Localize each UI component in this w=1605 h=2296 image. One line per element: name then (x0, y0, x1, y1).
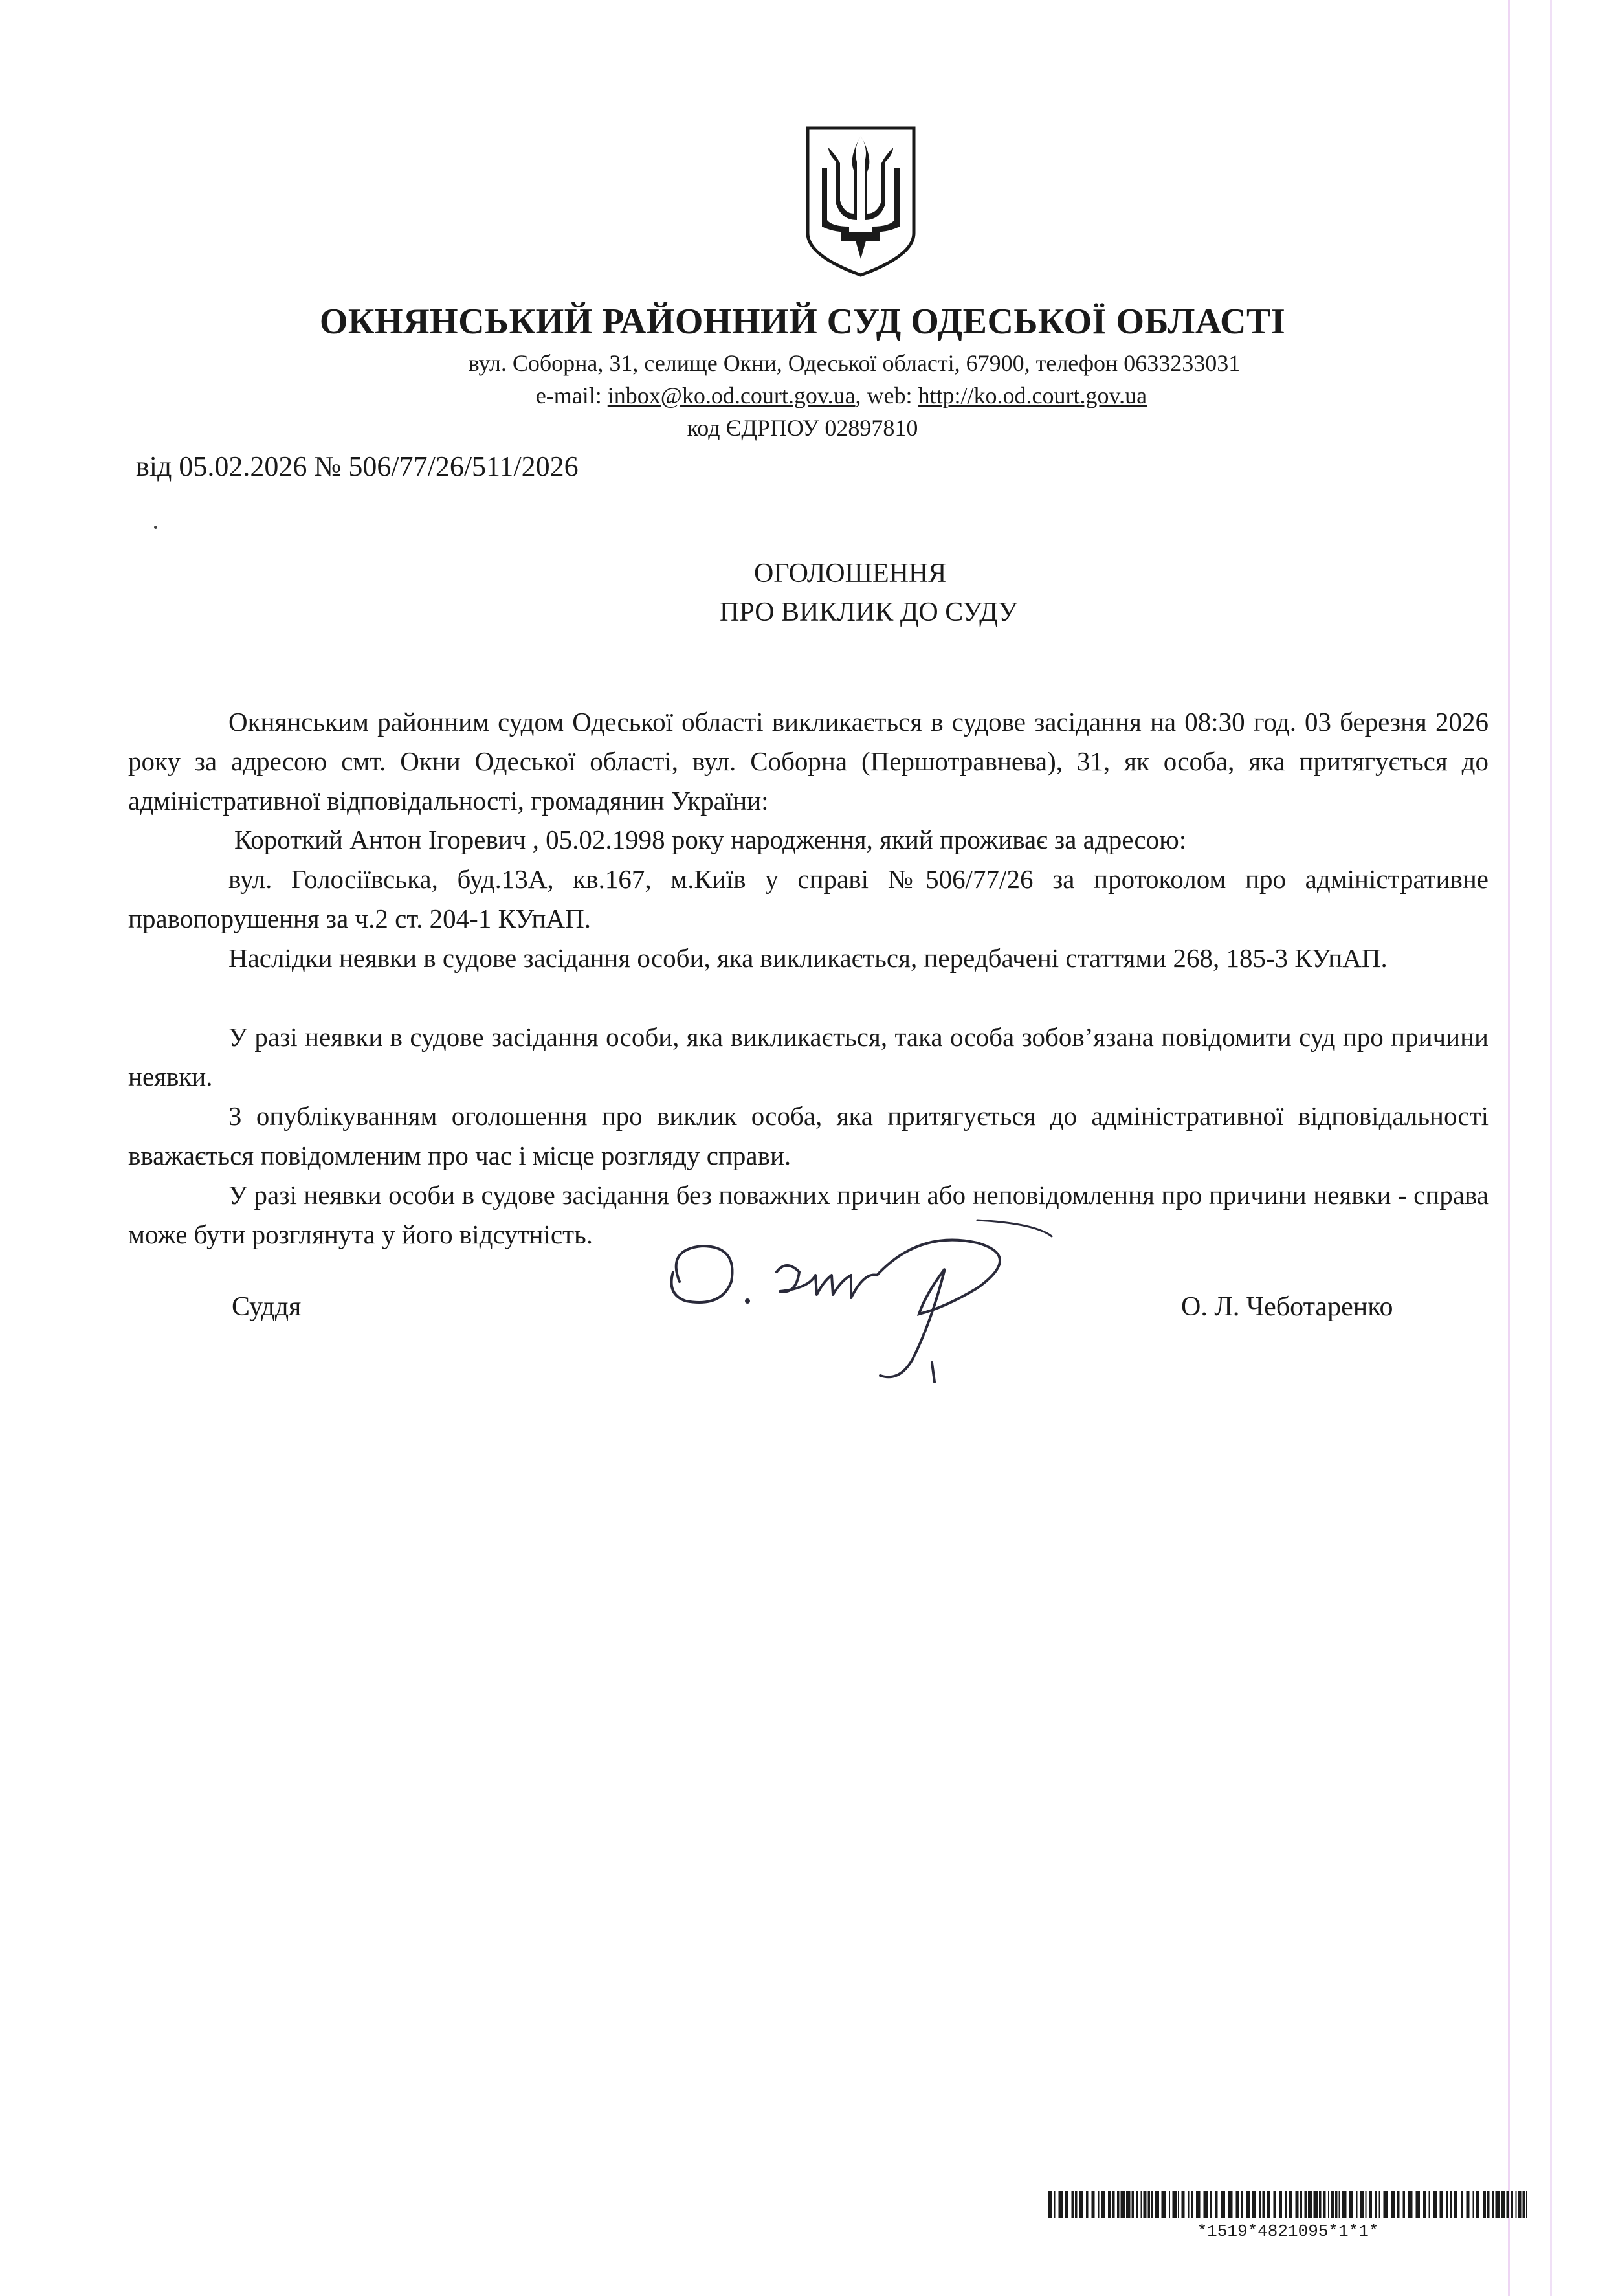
summons-paragraph: Окнянським районним судом Одеської області викликається в судове засідання на 08:30 год. 03 березня 2026 року за адресою смт. Окни Одеської області, вул. Соборна (Першотравнева), 31, як особа, яка притягується до адміністративної відповідальності, громадянин України: (128, 707, 1489, 816)
person-paragraph: Короткий Антон Ігоревич , 05.02.1998 року народження, який проживає за адресою: (234, 825, 1187, 854)
edrpou-code: код ЄДРПОУ 02897810 (687, 415, 918, 441)
judge-name: О. Л. Чеботаренко (1181, 1292, 1393, 1322)
web-label: , web: (855, 383, 918, 408)
court-name-heading: ОКНЯНСЬКИЙ РАЙОННИЙ СУД ОДЕСЬКОЇ ОБЛАСТІ (319, 302, 1286, 342)
document-reference: від 05.02.2026 № 506/77/26/511/2026 (136, 451, 579, 482)
scan-edge-line (1550, 0, 1552, 2296)
email-label: e-mail: (535, 383, 608, 408)
scan-dot (154, 526, 157, 529)
document-title: ОГОЛОШЕННЯ (754, 559, 947, 588)
court-address: вул. Соборна, 31, селище Окни, Одеської області, 67900, телефон 0633233031 (468, 350, 1241, 376)
absence-paragraph: У разі неявки особи в судове засідання без поважних причин або неповідомлення про причини неявки - справа може бути розглянута у його відсутність. (128, 1180, 1489, 1249)
barcode-icon (1048, 2191, 1527, 2218)
publication-paragraph: З опублікуванням оголошення про виклик особа, яка притягується до адміністративної відповідальності вважається повідомленим про час і місце розгляду справи. (128, 1101, 1489, 1170)
scan-edge-line (1508, 0, 1510, 2296)
document-subtitle: ПРО ВИКЛИК ДО СУДУ (720, 597, 1018, 627)
tryzub-coat-of-arms-icon (802, 123, 919, 278)
email-link[interactable]: inbox@ko.od.court.gov.ua (607, 383, 856, 408)
barcode-number: *1519*4821095*1*1* (1197, 2222, 1379, 2241)
consequences-paragraph: Наслідки неявки в судове засідання особи, яка викликається, передбачені статтями 268, 185-3 КУпАП. (228, 943, 1388, 973)
website-link[interactable]: http://ko.od.court.gov.ua (918, 383, 1147, 408)
signature-label: Суддя (232, 1292, 302, 1322)
handwritten-signature (641, 1210, 1081, 1405)
notification-paragraph: У разі неявки в судове засідання особи, яка викликається, така особа зобов’язана повідомити суд про причини неявки. (128, 1022, 1489, 1091)
court-contacts (39, 382, 1605, 409)
case-paragraph: вул. Голосіївська, буд.13А, кв.167, м.Київ у справі №506/77/26 за протоколом про адміністративне правопорушення за ч.2 ст. 204-1 КУпАП. (128, 864, 1489, 933)
